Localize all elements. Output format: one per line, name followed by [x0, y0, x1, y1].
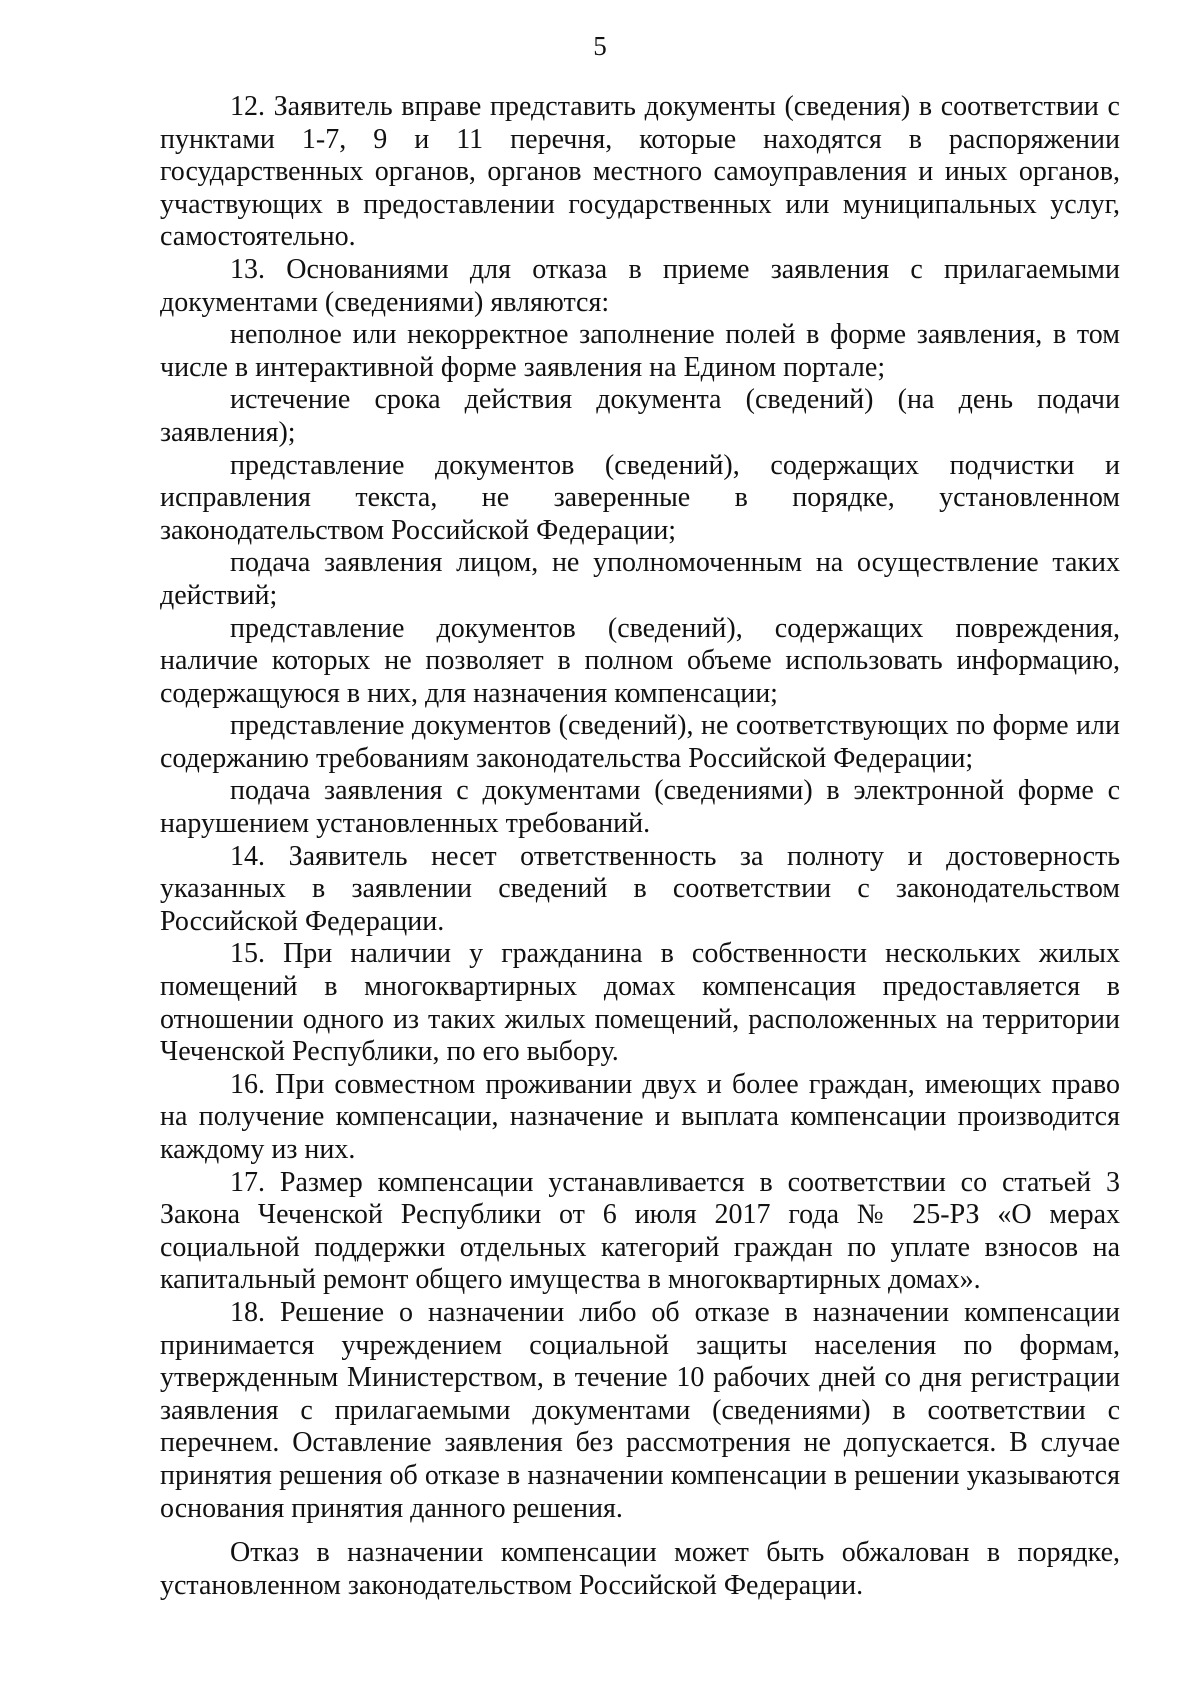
paragraph-15: 15. При наличии у гражданина в собственности нескольких жилых помещений в многоквартирных домах компенсация предоставляется в отношении одного из таких жилых помещений, расположенных на территории Чеченской Республики, по его выбору.	[160, 938, 1120, 1068]
paragraph-13-item-electronic-violation: подача заявления с документами (сведениями) в электронной форме с нарушением установленных требований.	[160, 775, 1120, 840]
paragraph-17: 17. Размер компенсации устанавливается в соответствии со статьей 3 Закона Чеченской Республики от 6 июля 2017 года № 25-РЗ «О мерах социальной поддержки отдельных категорий граждан по уплате взносов на капитальный ремонт общего имущества в многоквартирных домах».	[160, 1166, 1120, 1296]
paragraph-14: 14. Заявитель несет ответственность за полноту и достоверность указанных в заявлении сведений в соответствии с законодательством Российской Федерации.	[160, 840, 1120, 937]
paragraph-13: 13. Основаниями для отказа в приеме заявления с прилагаемыми документами (сведениями) являются:	[160, 253, 1120, 318]
paragraph-13-item-expired-document: истечение срока действия документа (сведений) (на день подачи заявления);	[160, 384, 1120, 448]
paragraph-appeal: Отказ в назначении компенсации может быть обжалован в порядке, установленном законодательством Российской Федерации.	[160, 1537, 1120, 1601]
paragraph-13-item-damaged-documents: представление документов (сведений), содержащих повреждения, наличие которых не позволяет в полном объеме использовать информацию, содержащуюся в них, для назначения компенсации;	[160, 612, 1120, 709]
paragraph-16: 16. При совместном проживании двух и более граждан, имеющих право на получение компенсации, назначение и выплата компенсации производится каждому из них.	[160, 1068, 1120, 1165]
document-body	[160, 91, 1120, 1602]
paragraph-13-item-corrections: представление документов (сведений), содержащих подчистки и исправления текста, не заверенные в порядке, установленном законодательством Российской Федерации;	[160, 449, 1120, 546]
paragraph-13-item-unauthorized-person: подача заявления лицом, не уполномоченным на осуществление таких действий;	[160, 547, 1120, 611]
paragraph-12: 12. Заявитель вправе представить документы (сведения) в соответствии с пунктами 1-7, 9 и 11 перечня, которые находятся в распоряжении государственных органов, органов местного самоуправления и иных органов, участвующих в предоставлении государственных или муниципальных услуг, самостоятельно.	[160, 91, 1120, 253]
page-number: 5	[593, 31, 607, 61]
paragraph-13-item-incomplete-fields: неполное или некорректное заполнение полей в форме заявления, в том числе в интерактивной форме заявления на Едином портале;	[160, 319, 1120, 383]
paragraph-18: 18. Решение о назначении либо об отказе в назначении компенсации принимается учреждением социальной защиты населения по формам, утвержденным Министерством, в течение 10 рабочих дней со дня регистрации заявления с прилагаемыми документами (сведениями) в соответствии с перечнем. Оставление заявления без рассмотрения не допускается. В случае принятия решения об отказе в назначении компенсации в решении указываются основания принятия данного решения.	[160, 1296, 1120, 1524]
paragraph-13-item-nonconforming-documents: представление документов (сведений), не соответствующих по форме или содержанию требованиям законодательства Российской Федерации;	[160, 710, 1120, 774]
